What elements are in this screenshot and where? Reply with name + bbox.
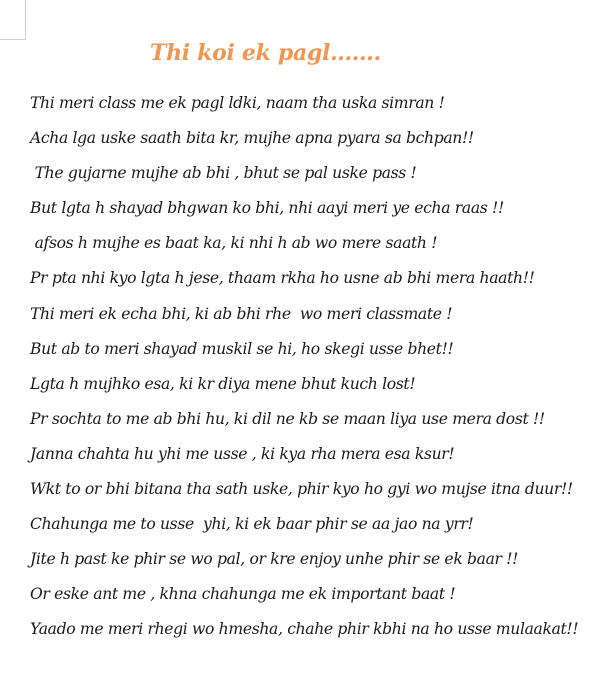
poem-line: The gujarne mujhe ab bhi , bhut se pal uske pass ! [30,164,417,183]
poem-line: But lgta h shayad bhgwan ko bhi, nhi aayi meri ye echa raas !! [30,199,504,218]
poem-line: Or eske ant me , khna chahunga me ek important baat ! [30,585,456,604]
poem-line: Pr pta nhi kyo lgta h jese, thaam rkha ho usne ab bhi mera haath!! [30,269,535,288]
poem-line: But ab to meri shayad muskil se hi, ho skegi usse bhet!! [30,339,454,358]
poem-title: Thi koi ek pagl……. [150,40,381,66]
poem-line: Pr sochta to me ab bhi hu, ki dil ne kb se maan liya use mera dost !! [30,409,545,428]
poem-line: Jite h past ke phir se wo pal, or kre enjoy unhe phir se ek baar !! [30,550,519,569]
poem-line: Lgta h mujhko esa, ki kr diya mene bhut kuch lost! [30,374,416,393]
poem-lines [30,86,578,648]
poem-line: Thi meri ek echa bhi, ki ab bhi rhe wo meri classmate ! [30,304,453,323]
poem-line: Chahunga me to usse yhi, ki ek baar phir se aa jao na yrr! [30,515,474,534]
poem-line: Wkt to or bhi bitana tha sath uske, phir kyo ho gyi wo mujse itna duur!! [30,480,573,499]
poem-line: Yaado me meri rhegi wo hmesha, chahe phir kbhi na ho usse mulaakat!! [30,620,579,639]
page-corner-mark [0,0,26,40]
poem-line: Acha lga uske saath bita kr, mujhe apna pyara sa bchpan!! [30,129,474,148]
poem-line: Janna chahta hu yhi me usse , ki kya rha mera esa ksur! [30,444,455,463]
poem-line: afsos h mujhe es baat ka, ki nhi h ab wo mere saath ! [30,234,438,253]
poem-line: Thi meri class me ek pagl ldki, naam tha uska simran ! [30,94,445,112]
